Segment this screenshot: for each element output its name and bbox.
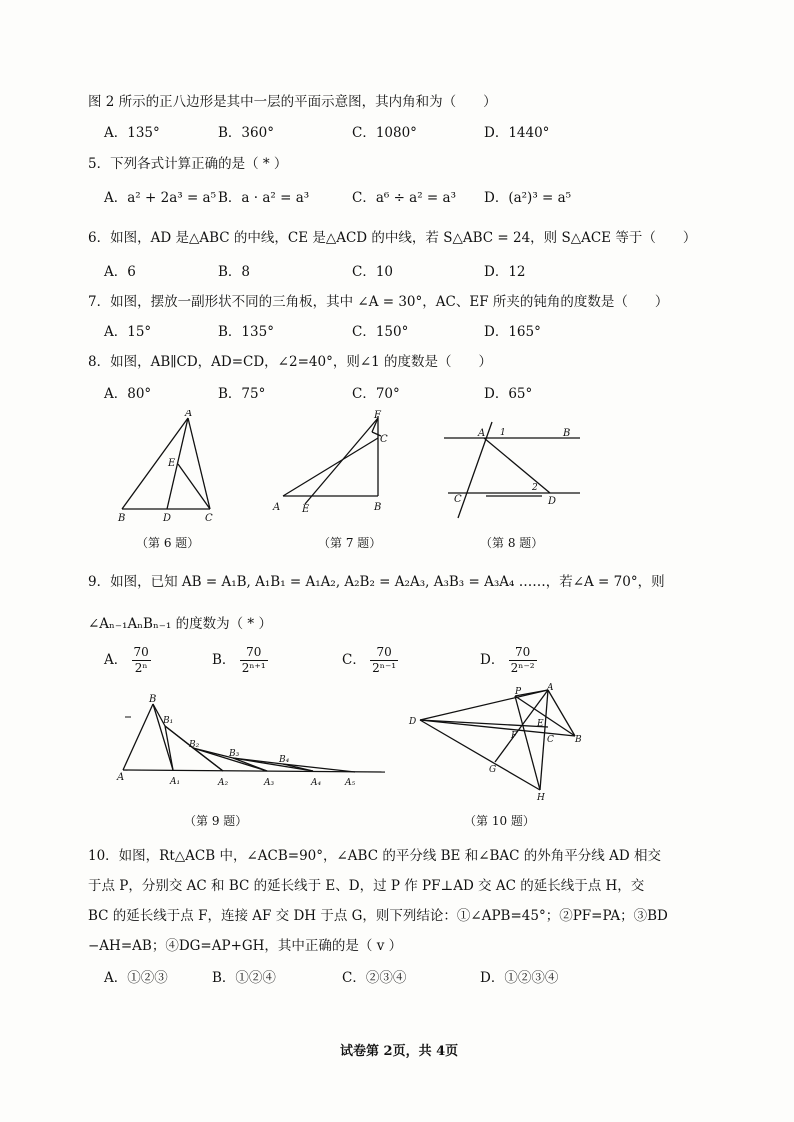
q9-option-a[interactable]: A． $\frac{70}{\text{2ⁿ}}$ <box>104 645 149 675</box>
fig9-label-a: A <box>117 772 125 783</box>
q8-stem: 8．如图，AB∥CD，AD=CD，∠2=40°，则∠1 的度数是（ ） <box>88 354 493 370</box>
q9-stem-line1: 9．如图，已知 AB = A₁B, A₁B₁ = A₁A₂, A₂B₂ = A₂A₃, A₃B₃ = A₃A₄ ……，若∠A = 70°，则 <box>88 574 665 590</box>
q10-option-d[interactable]: D．①②③④ <box>480 970 559 986</box>
fig10-label-e: E <box>537 719 544 729</box>
q6-option-a[interactable]: A．6 <box>104 264 136 280</box>
q4-option-b[interactable]: B．360° <box>218 125 274 141</box>
figure-7-set-squares <box>268 408 398 523</box>
fig8-label-a: A <box>478 428 486 439</box>
q6-stem: 6．如图，AD 是△ABC 的中线，CE 是△ACD 的中线，若 S△ABC = 24，则 S△ACE 等于（ ） <box>88 230 697 246</box>
fig7-label-f: F <box>374 410 381 421</box>
fig10-label-f: F <box>511 731 518 741</box>
q4-stem: 图 2 所示的正八边形是其中一层的平面示意图，其内角和为（ ） <box>88 94 497 110</box>
q5-stem: 5．下列各式计算正确的是（ * ） <box>88 156 288 172</box>
q10-option-c[interactable]: C．②③④ <box>342 970 407 986</box>
fig8-label-b: B <box>563 428 571 439</box>
q5-option-b[interactable]: B．a · a² = a³ <box>218 190 310 206</box>
q10-option-b[interactable]: B．①②④ <box>212 970 276 986</box>
q10-stem-line2: 于点 P，分别交 AC 和 BC 的延长线于 E、D，过 P 作 PF⊥AD 交 AC 的延长线于点 H，交 <box>88 878 645 894</box>
q9-stem-line2: ∠Aₙ₋₁AₙBₙ₋₁ 的度数为（ * ） <box>88 616 272 632</box>
q5-option-a[interactable]: A．a² + 2a³ = a⁵ <box>104 190 217 206</box>
fig7-label-e: E <box>302 504 310 515</box>
figure-10-geometry <box>405 682 595 802</box>
fig9-label-a1: A₁ <box>170 777 181 787</box>
figure-9-caption: （第 9 题） <box>184 814 248 828</box>
q8-option-c[interactable]: C．70° <box>352 386 400 402</box>
figure-10-caption: （第 10 题） <box>464 814 535 828</box>
q4-option-a[interactable]: A．135° <box>104 125 160 141</box>
q4-option-d[interactable]: D．1440° <box>484 125 550 141</box>
q7-option-a[interactable]: A．15° <box>104 324 152 340</box>
fraction: $\frac{70}{\text{2ⁿ}}$ <box>133 645 149 675</box>
fig6-label-b: B <box>118 513 126 524</box>
fig6-label-e: E <box>168 458 176 469</box>
fig10-label-p: P <box>515 687 522 697</box>
q7-option-c[interactable]: C．150° <box>352 324 409 340</box>
figure-8-caption: （第 8 题） <box>480 536 544 550</box>
q10-stem-line4: −AH=AB；④DG=AP+GH，其中正确的是（ v ） <box>88 938 403 954</box>
fig9-label-a2: A₂ <box>218 778 229 788</box>
fig9-label-a5: A₅ <box>345 778 356 788</box>
figure-9-triangle-chain <box>115 692 395 792</box>
fig9-label-b3: B₃ <box>229 749 240 759</box>
q8-option-b[interactable]: B．75° <box>218 386 266 402</box>
fig10-label-d: D <box>409 717 417 727</box>
fig9-label-b1: B₁ <box>163 716 174 726</box>
fig10-label-g: G <box>489 765 497 775</box>
fig9-label-b4: B₄ <box>279 755 290 765</box>
q5-option-c[interactable]: C．a⁶ ÷ a² = a³ <box>352 190 456 206</box>
q5-option-d[interactable]: D．(a²)³ = a⁵ <box>484 190 572 206</box>
q10-option-a[interactable]: A．①②③ <box>104 970 168 986</box>
q4-option-c[interactable]: C．1080° <box>352 125 417 141</box>
q6-option-b[interactable]: B．8 <box>218 264 251 280</box>
fig8-label-angle-2: 2 <box>532 483 538 493</box>
q8-option-a[interactable]: A．80° <box>104 386 152 402</box>
q9-option-c[interactable]: C． $\frac{70}{\text{2ⁿ⁻¹}}$ <box>342 645 397 675</box>
fraction: $\frac{70}{\text{2ⁿ⁻²}}$ <box>510 645 535 675</box>
fig6-label-a: A <box>185 410 193 419</box>
fig7-label-c: C <box>380 434 388 445</box>
q7-option-d[interactable]: D．165° <box>484 324 541 340</box>
fig9-label-b2: B₂ <box>189 740 200 750</box>
page-footer: 试卷第 2页，共 4页 <box>340 1044 459 1059</box>
fig7-label-b: B <box>374 502 382 513</box>
fig8-label-d: D <box>548 496 557 507</box>
fig9-label-b: B <box>149 694 157 705</box>
fig10-label-a: A <box>547 683 554 693</box>
q9-option-d[interactable]: D． $\frac{70}{\text{2ⁿ⁻²}}$ <box>480 645 535 675</box>
fig9-label-a3: A₃ <box>264 778 275 788</box>
figure-6-caption: （第 6 题） <box>136 536 200 550</box>
figure-7-caption: （第 7 题） <box>318 536 382 550</box>
q6-option-d[interactable]: D．12 <box>484 264 526 280</box>
fig10-label-c: C <box>547 735 554 745</box>
fig6-label-c: C <box>205 513 213 524</box>
fraction: $\frac{70}{\text{2ⁿ⁺¹}}$ <box>241 645 266 675</box>
q7-option-b[interactable]: B．135° <box>218 324 274 340</box>
q8-option-d[interactable]: D．65° <box>484 386 533 402</box>
q10-stem-line3: BC 的延长线于点 F，连接 AF 交 DH 于点 G，则下列结论：①∠APB=45°；②PF=PA；③BD <box>88 908 668 924</box>
figure-6-triangle <box>110 410 230 525</box>
fig7-label-a: A <box>273 502 281 513</box>
fraction: $\frac{70}{\text{2ⁿ⁻¹}}$ <box>372 645 397 675</box>
fig10-label-h: H <box>537 793 545 802</box>
figure-8-parallel-lines <box>440 418 585 528</box>
q7-stem: 7．如图，摆放一副形状不同的三角板，其中 ∠A = 30°，AC、EF 所夹的钝角的度数是（ ） <box>88 294 669 310</box>
q10-stem-line1: 10．如图，Rt△ACB 中，∠ACB=90°，∠ABC 的平分线 BE 和∠BAC 的外角平分线 AD 相交 <box>88 848 661 864</box>
q6-option-c[interactable]: C．10 <box>352 264 394 280</box>
fig10-label-b: B <box>575 735 582 745</box>
fig6-label-d: D <box>163 513 172 524</box>
fig8-label-c: C <box>454 494 462 505</box>
q9-option-b[interactable]: B． $\frac{70}{\text{2ⁿ⁺¹}}$ <box>212 645 266 675</box>
fig8-label-angle-1: 1 <box>500 428 506 438</box>
fig9-label-a4: A₄ <box>311 778 322 788</box>
